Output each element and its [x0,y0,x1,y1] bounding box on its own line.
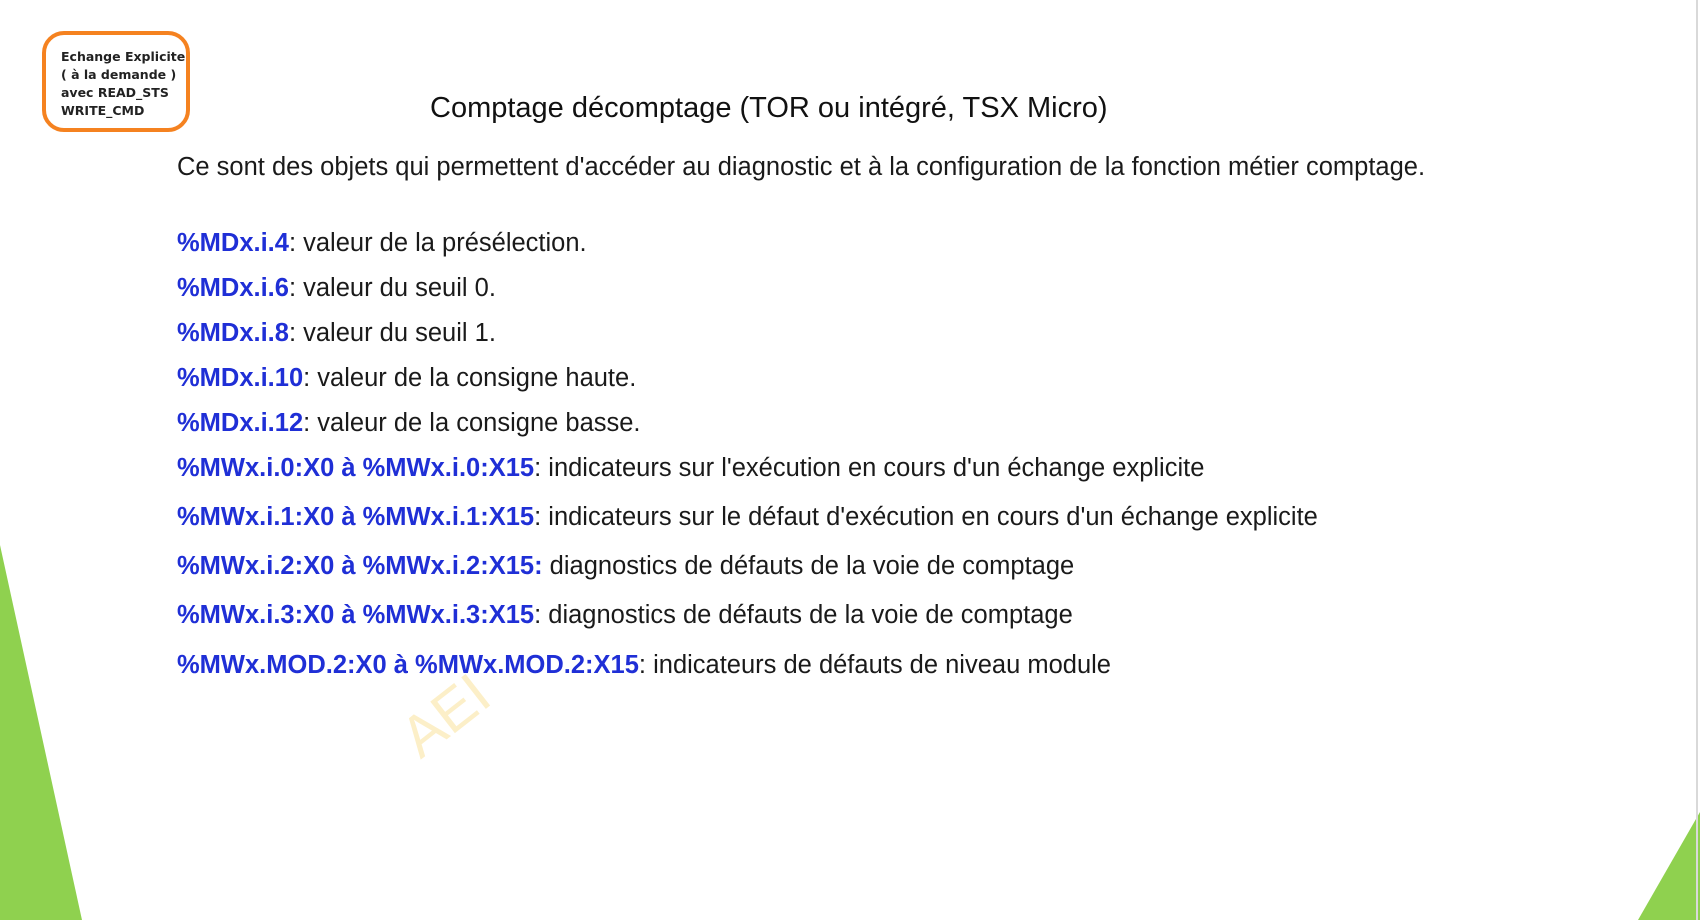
object-variable: %MDx.i.10 [177,364,304,392]
object-variable: %MDx.i.4 [177,229,289,257]
object-description: : valeur de la présélection. [288,229,587,257]
object-description: : indicateurs sur le défaut d'exécution en cours d'un échange explicite [534,503,1318,531]
list-item [177,319,496,348]
list-item [177,274,496,303]
slide-title: Comptage décomptage (TOR ou intégré, TSX Micro) [430,92,1108,124]
badge-line: WRITE_CMD [61,103,145,118]
object-variable: %MWx.i.3:X0 à %MWx.i.3:X15 [177,601,535,629]
list-item [177,229,587,258]
object-description: : diagnostics de défauts de la voie de comptage [534,601,1073,629]
left-green-triangle [0,545,82,920]
intro-text: Ce sont des objets qui permettent d'accéder au diagnostic et à la configuration de la fonction métier comptage. [177,153,1426,181]
object-description: : valeur de la consigne haute. [303,364,637,392]
list-item [177,454,1204,483]
object-variable: %MDx.i.6 [177,274,289,302]
object-variable: %MWx.i.0:X0 à %MWx.i.0:X15 [177,454,535,482]
right-green-triangle [1638,812,1700,920]
list-item [177,651,1111,680]
list-item [177,364,636,393]
object-variable: %MDx.i.8 [177,319,289,347]
watermark: AEI [388,661,503,771]
object-variable: %MDx.i.12 [177,409,304,437]
list-item [177,409,641,438]
object-description: : indicateurs sur l'exécution en cours d'un échange explicite [534,454,1205,482]
list-item [177,601,1073,630]
object-description: : valeur du seuil 0. [288,274,496,302]
badge-line: Echange Explicite [61,49,186,64]
explicit-exchange-badge [42,31,190,132]
list-item [177,552,1074,581]
badge-line: avec READ_STS [61,85,169,100]
object-variable: %MWx.i.1:X0 à %MWx.i.1:X15 [177,503,535,531]
object-variable: %MWx.i.2:X0 à %MWx.i.2:X15: [177,552,543,580]
list-item [177,503,1318,532]
object-variable: %MWx.MOD.2:X0 à %MWx.MOD.2:X15 [177,651,639,679]
object-description: : valeur du seuil 1. [288,319,496,347]
object-description: : valeur de la consigne basse. [303,409,641,437]
badge-line: ( à la demande ) [61,67,177,82]
object-description: : indicateurs de défauts de niveau module [638,651,1111,679]
object-description: diagnostics de défauts de la voie de comptage [542,552,1075,580]
